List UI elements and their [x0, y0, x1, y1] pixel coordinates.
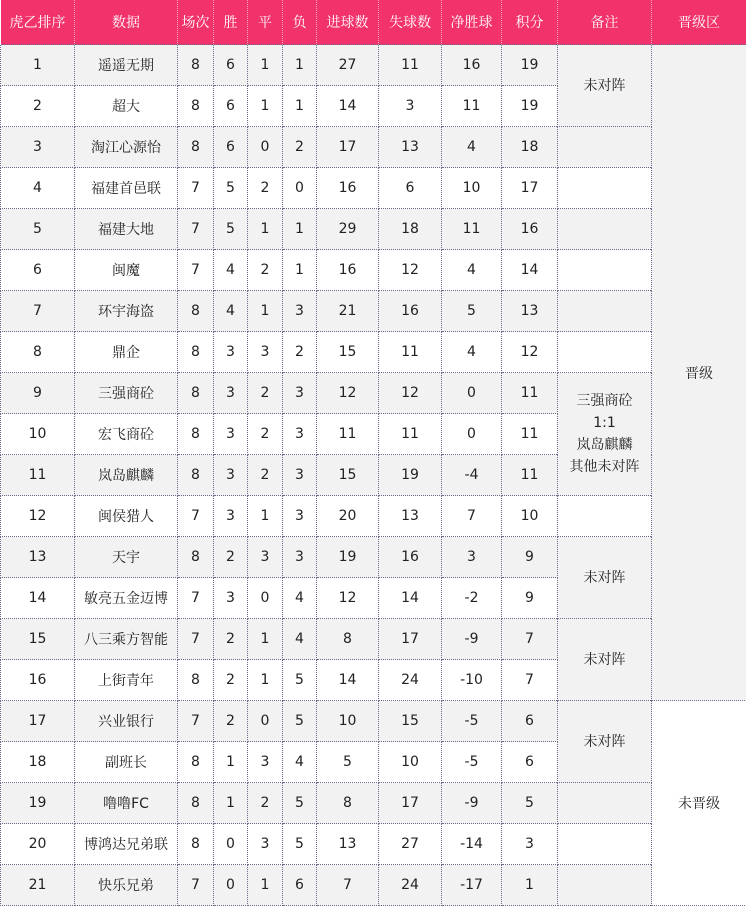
note-cell	[558, 168, 652, 209]
goal-difference-cell: 5	[442, 291, 502, 332]
note-cell	[558, 291, 652, 332]
rank-cell: 3	[1, 127, 75, 168]
goals-against-cell: 15	[379, 701, 442, 742]
rank-cell: 16	[1, 660, 75, 701]
lost-cell: 5	[283, 701, 317, 742]
won-cell: 3	[214, 373, 248, 414]
points-cell: 19	[502, 45, 558, 86]
drawn-cell: 0	[248, 127, 283, 168]
rank-cell: 20	[1, 824, 75, 865]
lost-cell: 6	[283, 865, 317, 906]
note-cell	[558, 865, 652, 906]
points-cell: 3	[502, 824, 558, 865]
won-cell: 2	[214, 537, 248, 578]
table-row	[1, 824, 746, 865]
goals-against-cell: 11	[379, 45, 442, 86]
note-cell	[558, 373, 652, 496]
goal-difference-cell: 11	[442, 209, 502, 250]
goals-against-cell: 24	[379, 865, 442, 906]
lost-cell: 5	[283, 660, 317, 701]
goals-for-cell: 15	[317, 332, 379, 373]
lost-cell: 3	[283, 414, 317, 455]
rank-cell: 21	[1, 865, 75, 906]
goal-difference-cell: -14	[442, 824, 502, 865]
rank-cell: 15	[1, 619, 75, 660]
team-name-cell: 鼎企	[75, 332, 178, 373]
goal-difference-cell: -4	[442, 455, 502, 496]
goals-against-cell: 12	[379, 250, 442, 291]
goals-for-cell: 5	[317, 742, 379, 783]
points-cell: 14	[502, 250, 558, 291]
goals-against-cell: 24	[379, 660, 442, 701]
team-name-cell: 闽侯猎人	[75, 496, 178, 537]
played-cell: 8	[178, 127, 214, 168]
points-cell: 7	[502, 660, 558, 701]
played-cell: 8	[178, 537, 214, 578]
table-row	[1, 168, 746, 209]
note-cell	[558, 250, 652, 291]
points-cell: 11	[502, 373, 558, 414]
note-cell	[558, 127, 652, 168]
goals-against-cell: 13	[379, 496, 442, 537]
table-row	[1, 783, 746, 824]
drawn-cell: 2	[248, 168, 283, 209]
header-row	[1, 0, 746, 45]
rank-cell: 9	[1, 373, 75, 414]
goals-for-cell: 17	[317, 127, 379, 168]
goals-for-cell: 20	[317, 496, 379, 537]
note-line: 三强商砼	[576, 393, 633, 409]
lost-cell: 1	[283, 86, 317, 127]
won-cell: 3	[214, 455, 248, 496]
team-name-cell: 福建大地	[75, 209, 178, 250]
header-goals-for[interactable]: 进球数	[317, 0, 379, 45]
goals-against-cell: 16	[379, 291, 442, 332]
points-cell: 9	[502, 578, 558, 619]
drawn-cell: 2	[248, 250, 283, 291]
goals-against-cell: 13	[379, 127, 442, 168]
rank-cell: 18	[1, 742, 75, 783]
points-cell: 16	[502, 209, 558, 250]
note-cell	[558, 701, 652, 783]
note-cell	[558, 619, 652, 701]
rank-cell: 11	[1, 455, 75, 496]
points-cell: 13	[502, 291, 558, 332]
header-notes[interactable]: 备注	[558, 0, 652, 45]
points-cell: 11	[502, 414, 558, 455]
header-lost[interactable]: 负	[283, 0, 317, 45]
won-cell: 0	[214, 865, 248, 906]
drawn-cell: 1	[248, 865, 283, 906]
points-cell: 6	[502, 742, 558, 783]
goals-for-cell: 13	[317, 824, 379, 865]
played-cell: 8	[178, 373, 214, 414]
note-line: 未对阵	[583, 77, 626, 94]
goal-difference-cell: 10	[442, 168, 502, 209]
table-row	[1, 45, 746, 86]
team-name-cell: 八三乘方智能	[75, 619, 178, 660]
played-cell: 7	[178, 865, 214, 906]
header-zone[interactable]: 晋级区	[652, 0, 746, 45]
lost-cell: 2	[283, 127, 317, 168]
rank-cell: 8	[1, 332, 75, 373]
rank-cell: 1	[1, 45, 75, 86]
goals-against-cell: 16	[379, 537, 442, 578]
lost-cell: 1	[283, 45, 317, 86]
header-rank[interactable]: 虎乙排序	[1, 0, 75, 45]
goal-difference-cell: 4	[442, 127, 502, 168]
team-name-cell: 闽魔	[75, 250, 178, 291]
played-cell: 7	[178, 701, 214, 742]
points-cell: 10	[502, 496, 558, 537]
goal-difference-cell: 3	[442, 537, 502, 578]
drawn-cell: 1	[248, 45, 283, 86]
points-cell: 18	[502, 127, 558, 168]
goal-difference-cell: 0	[442, 373, 502, 414]
won-cell: 2	[214, 619, 248, 660]
drawn-cell: 2	[248, 783, 283, 824]
lost-cell: 5	[283, 783, 317, 824]
points-cell: 17	[502, 168, 558, 209]
goals-for-cell: 29	[317, 209, 379, 250]
team-name-cell: 淘江心源怡	[75, 127, 178, 168]
won-cell: 3	[214, 414, 248, 455]
goals-against-cell: 14	[379, 578, 442, 619]
drawn-cell: 3	[248, 537, 283, 578]
goals-for-cell: 7	[317, 865, 379, 906]
goals-for-cell: 16	[317, 250, 379, 291]
played-cell: 8	[178, 660, 214, 701]
team-name-cell: 遥遥无期	[75, 45, 178, 86]
header-played[interactable]: 场次	[178, 0, 214, 45]
table-row	[1, 332, 746, 373]
played-cell: 7	[178, 619, 214, 660]
team-name-cell: 宏飞商砼	[75, 414, 178, 455]
drawn-cell: 2	[248, 455, 283, 496]
note-cell	[558, 209, 652, 250]
goals-for-cell: 14	[317, 86, 379, 127]
table-row	[1, 373, 746, 414]
rank-cell: 17	[1, 701, 75, 742]
played-cell: 8	[178, 783, 214, 824]
lost-cell: 1	[283, 250, 317, 291]
lost-cell: 4	[283, 578, 317, 619]
goal-difference-cell: 7	[442, 496, 502, 537]
promotion-zone-cell: 晋级	[652, 45, 746, 701]
goals-for-cell: 10	[317, 701, 379, 742]
note-line: 岚岛麒麟	[576, 437, 633, 453]
table-row	[1, 701, 746, 742]
note-cell	[558, 332, 652, 373]
team-name-cell: 副班长	[75, 742, 178, 783]
points-cell: 11	[502, 455, 558, 496]
lost-cell: 1	[283, 209, 317, 250]
goals-for-cell: 14	[317, 660, 379, 701]
team-name-cell: 天宇	[75, 537, 178, 578]
won-cell: 3	[214, 332, 248, 373]
table-row	[1, 209, 746, 250]
goal-difference-cell: 11	[442, 86, 502, 127]
team-name-cell: 福建首邑联	[75, 168, 178, 209]
played-cell: 7	[178, 209, 214, 250]
lost-cell: 2	[283, 332, 317, 373]
goals-for-cell: 16	[317, 168, 379, 209]
non-promotion-zone-cell: 未晋级	[652, 701, 746, 906]
note-cell	[558, 824, 652, 865]
note-line: 未对阵	[583, 733, 626, 750]
table-row	[1, 127, 746, 168]
note-cell	[558, 783, 652, 824]
header-points[interactable]: 积分	[502, 0, 558, 45]
rank-cell: 2	[1, 86, 75, 127]
rank-cell: 5	[1, 209, 75, 250]
goal-difference-cell: 4	[442, 250, 502, 291]
won-cell: 4	[214, 250, 248, 291]
won-cell: 3	[214, 578, 248, 619]
goals-against-cell: 11	[379, 332, 442, 373]
table-row	[1, 250, 746, 291]
lost-cell: 3	[283, 537, 317, 578]
played-cell: 8	[178, 332, 214, 373]
played-cell: 8	[178, 45, 214, 86]
drawn-cell: 2	[248, 414, 283, 455]
won-cell: 0	[214, 824, 248, 865]
header-team[interactable]: 数据	[75, 0, 178, 45]
rank-cell: 6	[1, 250, 75, 291]
won-cell: 6	[214, 86, 248, 127]
drawn-cell: 1	[248, 209, 283, 250]
goals-against-cell: 27	[379, 824, 442, 865]
team-name-cell: 博鸿达兄弟联	[75, 824, 178, 865]
goal-difference-cell: 4	[442, 332, 502, 373]
team-name-cell: 敏亮五金迈博	[75, 578, 178, 619]
team-name-cell: 噜噜FC	[75, 783, 178, 824]
played-cell: 7	[178, 496, 214, 537]
team-name-cell: 快乐兄弟	[75, 865, 178, 906]
lost-cell: 4	[283, 742, 317, 783]
goal-difference-cell: -9	[442, 619, 502, 660]
goal-difference-cell: -10	[442, 660, 502, 701]
goals-against-cell: 18	[379, 209, 442, 250]
drawn-cell: 0	[248, 578, 283, 619]
drawn-cell: 3	[248, 742, 283, 783]
goals-against-cell: 10	[379, 742, 442, 783]
goals-against-cell: 12	[379, 373, 442, 414]
table-row	[1, 291, 746, 332]
note-line: 1:1	[593, 415, 616, 431]
won-cell: 1	[214, 783, 248, 824]
table-row	[1, 537, 746, 578]
goal-difference-cell: -5	[442, 701, 502, 742]
drawn-cell: 1	[248, 496, 283, 537]
points-cell: 6	[502, 701, 558, 742]
table-row	[1, 496, 746, 537]
team-name-cell: 兴业银行	[75, 701, 178, 742]
goals-against-cell: 17	[379, 619, 442, 660]
drawn-cell: 3	[248, 824, 283, 865]
goals-for-cell: 21	[317, 291, 379, 332]
goals-for-cell: 12	[317, 373, 379, 414]
points-cell: 5	[502, 783, 558, 824]
goals-for-cell: 12	[317, 578, 379, 619]
points-cell: 9	[502, 537, 558, 578]
points-cell: 19	[502, 86, 558, 127]
note-line: 未对阵	[583, 569, 626, 586]
played-cell: 8	[178, 742, 214, 783]
drawn-cell: 2	[248, 373, 283, 414]
note-cell	[558, 496, 652, 537]
rank-cell: 19	[1, 783, 75, 824]
goals-against-cell: 3	[379, 86, 442, 127]
lost-cell: 3	[283, 291, 317, 332]
note-line: 其他未对阵	[569, 459, 640, 475]
header-goals-against[interactable]: 失球数	[379, 0, 442, 45]
lost-cell: 3	[283, 373, 317, 414]
lost-cell: 3	[283, 455, 317, 496]
won-cell: 5	[214, 209, 248, 250]
rank-cell: 13	[1, 537, 75, 578]
won-cell: 3	[214, 496, 248, 537]
goal-difference-cell: 0	[442, 414, 502, 455]
goal-difference-cell: -5	[442, 742, 502, 783]
goals-for-cell: 15	[317, 455, 379, 496]
goals-for-cell: 11	[317, 414, 379, 455]
played-cell: 7	[178, 578, 214, 619]
goals-for-cell: 19	[317, 537, 379, 578]
played-cell: 8	[178, 86, 214, 127]
team-name-cell: 上街青年	[75, 660, 178, 701]
played-cell: 8	[178, 414, 214, 455]
rank-cell: 12	[1, 496, 75, 537]
won-cell: 1	[214, 742, 248, 783]
won-cell: 4	[214, 291, 248, 332]
goals-for-cell: 8	[317, 783, 379, 824]
rank-cell: 10	[1, 414, 75, 455]
played-cell: 8	[178, 824, 214, 865]
points-cell: 12	[502, 332, 558, 373]
team-name-cell: 三强商砼	[75, 373, 178, 414]
won-cell: 2	[214, 701, 248, 742]
team-name-cell: 超大	[75, 86, 178, 127]
lost-cell: 3	[283, 496, 317, 537]
drawn-cell: 1	[248, 660, 283, 701]
played-cell: 8	[178, 291, 214, 332]
rank-cell: 14	[1, 578, 75, 619]
drawn-cell: 1	[248, 86, 283, 127]
rank-cell: 7	[1, 291, 75, 332]
table-body	[1, 45, 746, 906]
drawn-cell: 1	[248, 291, 283, 332]
goal-difference-cell: 16	[442, 45, 502, 86]
team-name-cell: 环宇海盗	[75, 291, 178, 332]
note-cell	[558, 45, 652, 127]
note-cell	[558, 537, 652, 619]
table-row	[1, 619, 746, 660]
points-cell: 1	[502, 865, 558, 906]
header-goal-difference[interactable]: 净胜球	[442, 0, 502, 45]
header-drawn[interactable]: 平	[248, 0, 283, 45]
goals-against-cell: 11	[379, 414, 442, 455]
goals-for-cell: 8	[317, 619, 379, 660]
note-line: 未对阵	[583, 651, 626, 668]
lost-cell: 4	[283, 619, 317, 660]
won-cell: 6	[214, 127, 248, 168]
team-name-cell: 岚岛麒麟	[75, 455, 178, 496]
lost-cell: 5	[283, 824, 317, 865]
lost-cell: 0	[283, 168, 317, 209]
goals-for-cell: 27	[317, 45, 379, 86]
rank-cell: 4	[1, 168, 75, 209]
won-cell: 6	[214, 45, 248, 86]
points-cell: 7	[502, 619, 558, 660]
goals-against-cell: 6	[379, 168, 442, 209]
goal-difference-cell: -2	[442, 578, 502, 619]
table-row	[1, 865, 746, 906]
goal-difference-cell: -17	[442, 865, 502, 906]
drawn-cell: 3	[248, 332, 283, 373]
won-cell: 2	[214, 660, 248, 701]
goals-against-cell: 17	[379, 783, 442, 824]
won-cell: 5	[214, 168, 248, 209]
table-header	[1, 0, 746, 45]
played-cell: 7	[178, 250, 214, 291]
drawn-cell: 1	[248, 619, 283, 660]
played-cell: 7	[178, 168, 214, 209]
drawn-cell: 0	[248, 701, 283, 742]
goal-difference-cell: -9	[442, 783, 502, 824]
header-won[interactable]: 胜	[214, 0, 248, 45]
goals-against-cell: 19	[379, 455, 442, 496]
played-cell: 8	[178, 455, 214, 496]
